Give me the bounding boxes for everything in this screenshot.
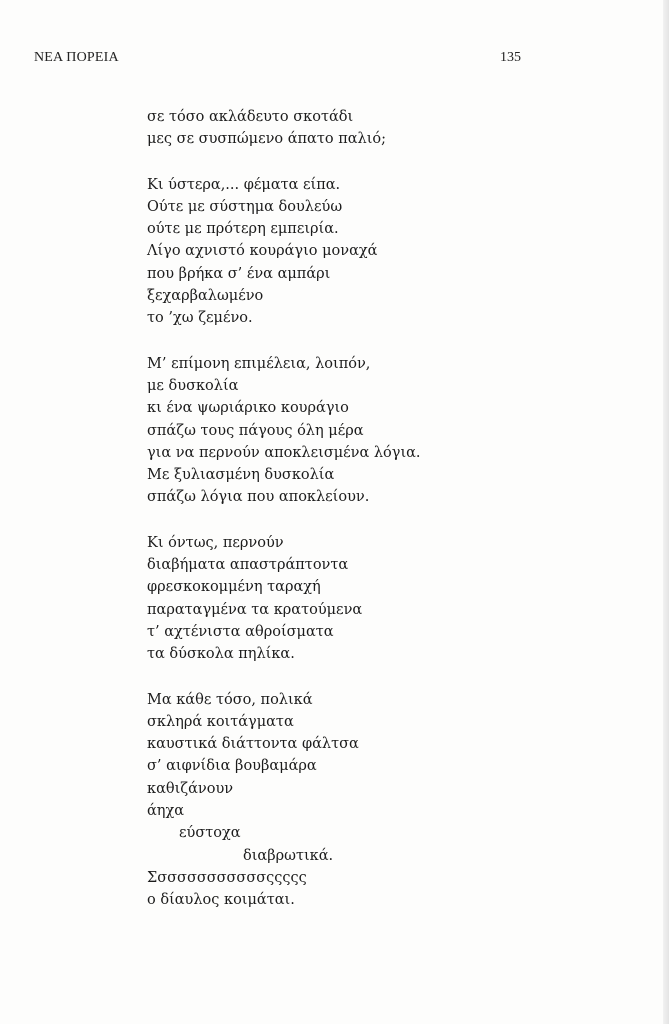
poem-line-indented: διαβρωτικά. bbox=[243, 847, 334, 864]
poem-line: ούτε με πρότερη εμπειρία. bbox=[147, 221, 339, 238]
poem-line: Ούτε με σύστημα δουλεύω bbox=[147, 198, 343, 215]
poem-line: Μα κάθε τόσο, πολικά bbox=[147, 691, 313, 708]
stanza-1 bbox=[147, 106, 627, 151]
poem-line: άηχα bbox=[147, 803, 185, 820]
poem-line: Με ξυλιασμένη δυσκολία bbox=[147, 467, 335, 484]
stanza-4 bbox=[147, 532, 627, 666]
poem-line: με δυσκολία bbox=[147, 377, 239, 394]
poem-line: τ’ αχτένιστα αθροίσματα bbox=[147, 623, 334, 640]
poem-line: το ’χω ζεμένο. bbox=[147, 310, 253, 327]
poem-line: ο δίαυλος κοιμάται. bbox=[147, 892, 295, 909]
poem-line: φρεσκοκομμένη ταραχή bbox=[147, 579, 321, 596]
stanza-2 bbox=[147, 174, 627, 330]
poem-line: σε τόσο ακλάδευτο σκοτάδι bbox=[147, 109, 354, 125]
poem-line: τα δύσκολα πηλίκα. bbox=[147, 646, 295, 663]
poem-line: Μ’ επίμονη επιμέλεια, λοιπόν, bbox=[147, 355, 371, 372]
poem-line: καυστικά διάττοντα φάλτσα bbox=[147, 736, 359, 753]
page-edge bbox=[663, 0, 669, 1024]
poem-line: σπάζω λόγια που αποκλείουν. bbox=[147, 489, 370, 506]
stanza-5 bbox=[147, 689, 627, 912]
poem-line: κι ένα ψωριάρικο κουράγιο bbox=[147, 400, 349, 417]
poem-line: σ’ αιφνίδια βουβαμάρα bbox=[147, 758, 317, 775]
poem-body bbox=[147, 106, 627, 935]
poem-line: διαβήματα απαστράπτοντα bbox=[147, 557, 349, 574]
poem-line: ξεχαρβαλωμένο bbox=[147, 288, 264, 305]
page-number: 135 bbox=[500, 50, 521, 65]
poem-line: για να περνούν αποκλεισμένα λόγια. bbox=[147, 444, 421, 461]
poem-line: Σσσσσσσσσσσσςςςςς bbox=[147, 869, 307, 886]
poem-line: μες σε συσπώμενο άπατο παλιό; bbox=[147, 131, 387, 148]
poem-line: Κι όντως, περνούν bbox=[147, 534, 284, 551]
poem-line: παραταγμένα τα κρατούμενα bbox=[147, 601, 363, 618]
poem-line: Λίγο αχνιστό κουράγιο μοναχά bbox=[147, 243, 378, 260]
poem-line: σπάζω τους πάγους όλη μέρα bbox=[147, 422, 364, 439]
running-title: ΝΕΑ ΠΟΡΕΙΑ bbox=[34, 50, 119, 65]
poem-line-indented: εύστοχα bbox=[179, 825, 241, 842]
poem-line: Κι ύστερα,... φέματα είπα. bbox=[147, 176, 341, 193]
poem-line: σκληρά κοιτάγματα bbox=[147, 713, 294, 730]
poem-line: που βρήκα σ’ ένα αμπάρι bbox=[147, 265, 331, 282]
stanza-3 bbox=[147, 353, 627, 509]
poem-line: καθιζάνουν bbox=[147, 780, 234, 797]
